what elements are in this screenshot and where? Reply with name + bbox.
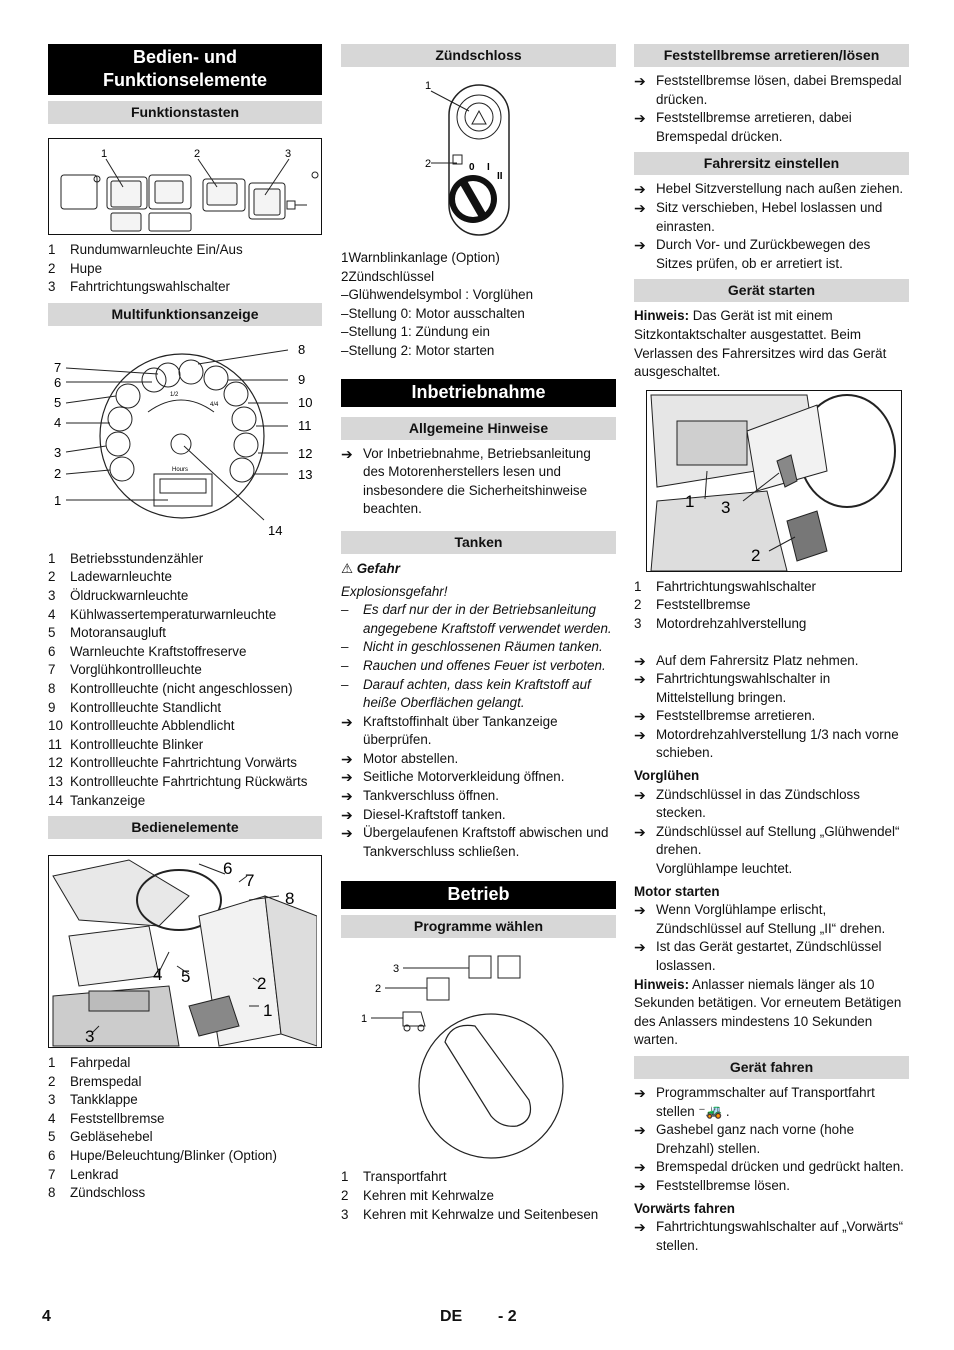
subheading-multifunktionsanzeige: Multifunktionsanzeige bbox=[48, 303, 322, 326]
item-text: Durch Vor- und Zurückbewegen des Sitzes prüfen, ob er arretiert ist. bbox=[656, 237, 871, 271]
item-text: Fahrtrichtungswahlschalter in Mittelstellung bringen. bbox=[656, 671, 831, 705]
list-item bbox=[48, 260, 322, 279]
item-text: Glühwendelsymbol : Vorglühen bbox=[348, 287, 534, 303]
list-item bbox=[48, 643, 322, 662]
dial-half: 1/2 bbox=[170, 391, 179, 398]
list-fahren bbox=[634, 1084, 909, 1196]
callout-13: 13 bbox=[298, 466, 313, 482]
list-item bbox=[341, 638, 616, 657]
list-item bbox=[341, 445, 616, 519]
driver-seat-illustration bbox=[647, 391, 901, 571]
callout-8: 8 bbox=[285, 889, 295, 909]
callout-7: 7 bbox=[245, 871, 255, 891]
dial-hours-label: Hours bbox=[172, 466, 189, 473]
warning-icon: ⚠ bbox=[341, 560, 354, 576]
list-item bbox=[48, 587, 322, 606]
item-text: Warnleuchte Kraftstoffreserve bbox=[70, 643, 247, 659]
item-number: 8 bbox=[48, 1185, 56, 1201]
list-vorgluehen bbox=[634, 786, 909, 860]
list-item bbox=[341, 768, 616, 787]
item-text: Warnblinkanlage (Option) bbox=[348, 250, 500, 265]
operator-area-illustration bbox=[49, 856, 317, 1047]
item-text: Kontrollleuchte Blinker bbox=[70, 736, 204, 752]
item-number: 3 bbox=[48, 279, 56, 295]
callout-6: 6 bbox=[223, 859, 233, 879]
callout-4: 4 bbox=[54, 414, 62, 430]
callout-3: 3 bbox=[85, 1027, 95, 1047]
function-keys-illustration bbox=[49, 139, 321, 234]
arrow-icon: ➔ bbox=[634, 110, 646, 127]
arrow-icon: ➔ bbox=[634, 726, 646, 743]
item-text: Feststellbremse arretieren. bbox=[656, 708, 816, 724]
item-number: 7 bbox=[48, 662, 56, 678]
list-item bbox=[341, 342, 616, 361]
list-fahrersitz bbox=[634, 180, 909, 273]
item-number: 7 bbox=[48, 1166, 56, 1182]
list-item bbox=[48, 1110, 322, 1129]
list-item bbox=[48, 624, 322, 643]
list-item bbox=[634, 199, 909, 236]
callout-3: 3 bbox=[285, 148, 292, 160]
list-item bbox=[48, 1128, 322, 1147]
warning-label: Gefahr bbox=[356, 560, 400, 576]
item-text: Bremspedal drücken und gedrückt halten. bbox=[656, 1159, 904, 1175]
arrow-icon: ➔ bbox=[341, 769, 353, 786]
subheading-programme: Programme wählen bbox=[341, 915, 616, 938]
subheading-zuendschloss: Zündschloss bbox=[341, 44, 616, 67]
ignition-lock-illustration bbox=[341, 71, 616, 239]
key-mark-0: 0 bbox=[469, 162, 475, 173]
footer-subpage: - 2 bbox=[498, 1308, 517, 1325]
item-number: – bbox=[341, 305, 349, 321]
list-item bbox=[48, 568, 322, 587]
note-anlasser bbox=[634, 976, 909, 1050]
figure-bedienelemente bbox=[48, 855, 322, 1048]
item-text: Feststellbremse arretieren, dabei Bremspedal drücken. bbox=[656, 110, 852, 144]
note2-text: Anlasser niemals länger als 10 Sekunden betätigen. Vor erneutem Betätigen des Anlassers mindestens 10 Sekunden warten. bbox=[634, 976, 902, 1048]
list-item bbox=[48, 1147, 322, 1166]
list-item bbox=[634, 1218, 909, 1255]
subheading-allgemeine-hinweise: Allgemeine Hinweise bbox=[341, 417, 616, 440]
list-item bbox=[634, 1084, 909, 1121]
list-item bbox=[48, 1091, 322, 1110]
callout-12: 12 bbox=[298, 445, 313, 461]
callout-8: 8 bbox=[298, 341, 306, 357]
arrow-icon: ➔ bbox=[341, 750, 353, 767]
item-number: 3 bbox=[48, 587, 56, 603]
item-text: Stellung 2: Motor starten bbox=[348, 342, 495, 358]
item-text: Motoransaugluft bbox=[70, 625, 167, 641]
list-zuendschloss bbox=[341, 249, 616, 361]
list-item bbox=[634, 615, 909, 634]
item-text: Fahrpedal bbox=[70, 1055, 131, 1071]
arrow-icon: ➔ bbox=[634, 708, 646, 725]
item-text: Stellung 1: Zündung ein bbox=[348, 324, 490, 340]
list-item bbox=[48, 736, 322, 755]
list-starten-steps bbox=[634, 652, 909, 764]
item-text: Motordrehzahlverstellung bbox=[656, 615, 807, 631]
list-item bbox=[341, 286, 616, 305]
item-number: 2 bbox=[341, 1188, 349, 1204]
list-item bbox=[634, 726, 909, 763]
arrow-icon: ➔ bbox=[634, 237, 646, 254]
callout-10: 10 bbox=[298, 394, 313, 410]
item-text: Rauchen und offenes Feuer ist verboten. bbox=[363, 657, 606, 673]
item-text: Feststellbremse lösen, dabei Bremspedal drücken. bbox=[656, 73, 902, 107]
item-text: Kontrollleuchte (nicht angeschlossen) bbox=[70, 680, 293, 696]
item-text: Diesel-Kraftstoff tanken. bbox=[363, 806, 506, 822]
callout-2: 2 bbox=[54, 465, 62, 481]
item-text: Tankanzeige bbox=[70, 792, 146, 808]
list-item bbox=[48, 699, 322, 718]
warning-block bbox=[341, 560, 616, 579]
list-item bbox=[48, 717, 322, 736]
list-motor bbox=[634, 901, 909, 975]
item-number: 12 bbox=[48, 755, 63, 771]
dash-marker: – bbox=[341, 602, 349, 618]
arrow-icon: ➔ bbox=[634, 1177, 646, 1194]
item-number: 6 bbox=[48, 643, 56, 659]
item-text: Fahrtrichtungswahlschalter auf „Vorwärts“ stellen. bbox=[656, 1219, 904, 1253]
item-text: Nicht in geschlossenen Räumen tanken. bbox=[363, 639, 603, 655]
figure-multifunktionsanzeige bbox=[48, 336, 322, 544]
callout-5: 5 bbox=[181, 967, 191, 987]
list-item bbox=[341, 787, 616, 806]
item-number: 1 bbox=[48, 1055, 56, 1071]
arrow-icon: ➔ bbox=[634, 73, 646, 89]
list-multifunktion bbox=[48, 550, 322, 810]
list-item bbox=[48, 1073, 322, 1092]
item-text: Zündschlüssel in das Zündschloss stecken. bbox=[656, 786, 860, 821]
item-text: Betriebsstundenzähler bbox=[70, 550, 204, 566]
item-number: 2 bbox=[48, 260, 56, 276]
item-text: Kontrollleuchte Abblendlicht bbox=[70, 718, 235, 734]
list-item bbox=[341, 676, 616, 713]
list-funktionstasten bbox=[48, 241, 322, 297]
list-item bbox=[634, 236, 909, 273]
arrow-icon: ➔ bbox=[634, 181, 646, 198]
figure-zuendschloss bbox=[341, 71, 616, 239]
list-item bbox=[48, 792, 322, 811]
callout-4: 4 bbox=[153, 965, 163, 985]
dial-full: 4/4 bbox=[210, 401, 219, 408]
item-text: Motordrehzahlverstellung 1/3 nach vorne schieben. bbox=[656, 726, 899, 761]
figure-fahrerplatz bbox=[646, 390, 902, 572]
list-item bbox=[48, 1166, 322, 1185]
item-text: Wenn Vorglühlampe erlischt, Zündschlüssel auf Stellung „II“ drehen. bbox=[656, 902, 886, 936]
item-text: Motor abstellen. bbox=[363, 750, 459, 766]
list-item bbox=[48, 661, 322, 680]
list-starten-items bbox=[634, 578, 909, 634]
item-text: Übergelaufenen Kraftstoff abwischen und Tankverschluss schließen. bbox=[363, 825, 609, 859]
arrow-icon: ➔ bbox=[634, 1122, 646, 1139]
list-item bbox=[341, 323, 616, 342]
list-item bbox=[634, 652, 909, 671]
callout-1: 1 bbox=[425, 80, 432, 92]
item-number: 10 bbox=[48, 718, 63, 734]
arrow-icon: ➔ bbox=[634, 1159, 646, 1176]
item-number: 8 bbox=[48, 680, 56, 696]
list-item bbox=[341, 657, 616, 676]
callout-1: 1 bbox=[263, 1001, 273, 1021]
list-allgemeine bbox=[341, 445, 616, 519]
callout-9: 9 bbox=[298, 371, 306, 387]
item-text: Stellung 0: Motor ausschalten bbox=[348, 305, 525, 321]
item-text: Kontrollleuchte Standlicht bbox=[70, 699, 222, 715]
list-programme bbox=[341, 1168, 616, 1224]
item-number: 3 bbox=[634, 615, 642, 631]
item-number: 3 bbox=[48, 1092, 56, 1108]
subheading-geraet-starten: Gerät starten bbox=[634, 279, 909, 302]
subheading-bedienelemente: Bedienelemente bbox=[48, 816, 322, 839]
item-text: Tankverschluss öffnen. bbox=[363, 788, 499, 804]
item-text: Hebel Sitzverstellung nach außen ziehen. bbox=[656, 181, 904, 197]
callout-2: 2 bbox=[257, 974, 267, 994]
item-number: 9 bbox=[48, 699, 56, 715]
item-text: Kühlwassertemperaturwarnleuchte bbox=[70, 606, 277, 622]
item-text: Rundumwarnleuchte Ein/Aus bbox=[70, 242, 243, 257]
list-item bbox=[341, 601, 616, 638]
subheading-fahrersitz: Fahrersitz einstellen bbox=[634, 152, 909, 175]
list-vorwaerts bbox=[634, 1218, 909, 1255]
list-item bbox=[48, 773, 322, 792]
callout-1: 1 bbox=[54, 492, 62, 508]
item-text: Fahrtrichtungswahlschalter bbox=[70, 279, 231, 295]
item-text: Zündschloss bbox=[70, 1185, 146, 1201]
arrow-icon: ➔ bbox=[634, 1219, 646, 1236]
item-text: Kehren mit Kehrwalze und Seitenbesen bbox=[363, 1206, 599, 1222]
section-title-inbetriebnahme: Inbetriebnahme bbox=[341, 379, 616, 407]
list-tanken-warnings bbox=[341, 601, 616, 713]
item-text: Vorglühkontrollleuchte bbox=[70, 662, 202, 678]
list-item bbox=[634, 823, 909, 860]
item-number: 1 bbox=[48, 242, 56, 257]
warning-lead: Explosionsgefahr! bbox=[341, 583, 448, 599]
item-number: 11 bbox=[48, 736, 62, 752]
list-item bbox=[341, 1187, 616, 1206]
item-text: Gebläsehebel bbox=[70, 1129, 153, 1145]
item-text: Zündschlüssel auf Stellung „Glühwendel“ drehen. bbox=[656, 823, 900, 858]
column-2 bbox=[341, 44, 616, 1224]
footer-language: DE bbox=[440, 1308, 463, 1325]
callout-2: 2 bbox=[751, 545, 761, 565]
item-number: 1 bbox=[634, 578, 642, 594]
item-number: 6 bbox=[48, 1148, 56, 1164]
key-mark-2: II bbox=[497, 171, 503, 182]
item-number: 14 bbox=[48, 792, 63, 808]
item-text: Zündschlüssel bbox=[348, 268, 435, 284]
arrow-icon: ➔ bbox=[634, 823, 646, 840]
item-text: Lenkrad bbox=[70, 1166, 119, 1182]
item-text: Vor Inbetriebnahme, Betriebsanleitung des Motorenherstellers lesen und insbesondere die Sicherheitshinweise beachten. bbox=[363, 445, 591, 517]
note-label: Hinweis: bbox=[634, 308, 690, 324]
subheading-tanken: Tanken bbox=[341, 531, 616, 554]
callout-2: 2 bbox=[375, 983, 382, 996]
arrow-icon: ➔ bbox=[341, 806, 353, 823]
callout-3: 3 bbox=[721, 497, 731, 517]
item-number: 4 bbox=[48, 606, 56, 622]
dash-marker: – bbox=[341, 676, 349, 692]
subheading-feststellbremse: Feststellbremse arretieren/lösen bbox=[634, 44, 909, 67]
program-selector-illustration bbox=[341, 946, 616, 1166]
list-item bbox=[634, 901, 909, 938]
item-text: Kraftstoffinhalt über Tankanzeige überprüfen. bbox=[363, 713, 558, 748]
item-text: Ist das Gerät gestartet, Zündschlüssel loslassen. bbox=[656, 939, 882, 973]
subsection-vorwaerts: Vorwärts fahren bbox=[634, 1200, 735, 1216]
arrow-icon: ➔ bbox=[341, 445, 353, 462]
item-text: Gashebel ganz nach vorne (hohe Drehzahl) stellen. bbox=[656, 1122, 855, 1156]
list-feststell bbox=[634, 72, 909, 146]
list-item bbox=[634, 938, 909, 975]
item-text: Fahrtrichtungswahlschalter bbox=[656, 578, 817, 594]
item-text: Seitliche Motorverkleidung öffnen. bbox=[363, 769, 565, 785]
arrow-icon: ➔ bbox=[634, 786, 646, 803]
list-item bbox=[634, 596, 909, 615]
subsection-motor-starten: Motor starten bbox=[634, 883, 720, 899]
item-number: 2 bbox=[634, 597, 642, 613]
item-number: 2 bbox=[48, 1073, 56, 1089]
item-text: Hupe bbox=[70, 260, 103, 276]
item-text: Kontrollleuchte Fahrtrichtung Rückwärts bbox=[70, 773, 308, 789]
page-number: 4 bbox=[42, 1308, 51, 1325]
list-item bbox=[634, 72, 909, 109]
item-number: 5 bbox=[48, 625, 56, 641]
note-sitzkontakt bbox=[634, 307, 909, 381]
section-title-bedienelemente: Bedien- und Funktionselemente bbox=[48, 44, 322, 95]
item-number: 2 bbox=[48, 569, 56, 585]
item-text: Feststellbremse bbox=[656, 597, 751, 613]
item-text: Es darf nur der in der Betriebsanleitung angegebene Kraftstoff verwendet werden. bbox=[363, 602, 612, 636]
figure-funktionstasten bbox=[48, 138, 322, 235]
item-text: Bremspedal bbox=[70, 1073, 142, 1089]
arrow-icon: ➔ bbox=[634, 199, 646, 216]
arrow-icon: ➔ bbox=[341, 825, 353, 842]
list-item bbox=[634, 180, 909, 199]
item-text: Ladewarnleuchte bbox=[70, 569, 172, 585]
callout-7: 7 bbox=[54, 359, 62, 375]
subsection-vorgluehen: Vorglühen bbox=[634, 768, 700, 784]
list-item bbox=[634, 109, 909, 146]
column-3 bbox=[634, 44, 909, 1255]
column-1 bbox=[48, 44, 322, 1203]
list-item bbox=[634, 578, 909, 597]
note-text: Das Gerät ist mit einem Sitzkontaktschalter ausgestattet. Beim Verlassen des Fahrersitzes wird das Gerät ausgeschaltet. bbox=[634, 308, 887, 380]
arrow-icon: ➔ bbox=[634, 671, 646, 688]
item-number: – bbox=[341, 342, 349, 358]
callout-11: 11 bbox=[298, 417, 312, 433]
instrument-cluster-illustration bbox=[48, 336, 322, 544]
arrow-icon: ➔ bbox=[341, 788, 353, 805]
list-item bbox=[341, 249, 616, 268]
key-mark-1: I bbox=[487, 162, 490, 173]
list-item bbox=[341, 750, 616, 769]
item-text: Öldruckwarnleuchte bbox=[70, 587, 189, 603]
item-text: Sitz verschieben, Hebel loslassen und einrasten. bbox=[656, 199, 883, 234]
subheading-geraet-fahren: Gerät fahren bbox=[634, 1056, 909, 1079]
item-number: – bbox=[341, 324, 349, 340]
item-text: Programmschalter auf Transportfahrt stellen ⁻🚜 . bbox=[656, 1084, 875, 1119]
callout-1: 1 bbox=[685, 491, 695, 511]
arrow-icon: ➔ bbox=[634, 939, 646, 956]
list-item bbox=[48, 241, 322, 260]
dash-marker: – bbox=[341, 639, 349, 655]
list-item bbox=[48, 754, 322, 773]
callout-14: 14 bbox=[268, 522, 283, 538]
item-text: Kehren mit Kehrwalze bbox=[363, 1188, 494, 1204]
callout-5: 5 bbox=[54, 394, 62, 410]
arrow-icon: ➔ bbox=[634, 652, 646, 669]
item-number: 13 bbox=[48, 773, 63, 789]
list-item bbox=[341, 1206, 616, 1225]
section-title-betrieb: Betrieb bbox=[341, 881, 616, 909]
list-item bbox=[341, 268, 616, 287]
item-text: Hupe/Beleuchtung/Blinker (Option) bbox=[70, 1148, 277, 1164]
item-text: Feststellbremse bbox=[70, 1110, 165, 1126]
list-item bbox=[341, 713, 616, 750]
item-number: 1 bbox=[341, 1169, 349, 1185]
list-tanken-steps bbox=[341, 713, 616, 862]
note2-label: Hinweis: bbox=[634, 976, 690, 992]
list-item bbox=[634, 707, 909, 726]
arrow-icon: ➔ bbox=[634, 1084, 646, 1101]
callout-2: 2 bbox=[194, 148, 201, 160]
list-item bbox=[634, 1177, 909, 1196]
list-item bbox=[341, 806, 616, 825]
arrow-icon: ➔ bbox=[634, 902, 646, 919]
list-item bbox=[341, 305, 616, 324]
list-item bbox=[634, 670, 909, 707]
list-item bbox=[634, 786, 909, 823]
item-text: Transportfahrt bbox=[363, 1169, 447, 1185]
callout-3: 3 bbox=[54, 444, 62, 460]
callout-1: 1 bbox=[361, 1013, 368, 1026]
item-number: 3 bbox=[341, 1206, 349, 1222]
list-item bbox=[634, 1121, 909, 1158]
list-item bbox=[48, 606, 322, 625]
item-number: 5 bbox=[48, 1129, 56, 1145]
item-text: Darauf achten, dass kein Kraftstoff auf heiße Oberflächen gelangt. bbox=[363, 676, 591, 711]
list-item bbox=[48, 1184, 322, 1203]
item-number: 1 bbox=[48, 550, 56, 566]
item-number: 2 bbox=[341, 268, 349, 284]
item-number: 4 bbox=[48, 1110, 56, 1126]
item-text: Auf dem Fahrersitz Platz nehmen. bbox=[656, 652, 859, 668]
figure-programmschalter bbox=[341, 946, 616, 1166]
list-item bbox=[48, 550, 322, 569]
subheading-funktionstasten: Funktionstasten bbox=[48, 101, 322, 124]
arrow-icon: ➔ bbox=[341, 713, 353, 730]
list-item bbox=[341, 1168, 616, 1187]
item-text: Kontrollleuchte Fahrtrichtung Vorwärts bbox=[70, 755, 298, 771]
item-text: Tankklappe bbox=[70, 1092, 138, 1108]
item-number: 1 bbox=[341, 250, 349, 265]
list-item bbox=[48, 680, 322, 699]
callout-1: 1 bbox=[101, 148, 108, 160]
item-number: – bbox=[341, 287, 349, 303]
dash-marker: – bbox=[341, 657, 349, 673]
list-item bbox=[634, 1158, 909, 1177]
callout-3: 3 bbox=[393, 963, 400, 976]
list-item bbox=[341, 824, 616, 861]
list-bedienelemente bbox=[48, 1054, 322, 1203]
list-item bbox=[48, 278, 322, 297]
callout-6: 6 bbox=[54, 374, 62, 390]
callout-2: 2 bbox=[425, 158, 432, 170]
list-item bbox=[48, 1054, 322, 1073]
vorgluehen-result: Vorglühlampe leuchtet. bbox=[656, 861, 793, 877]
item-text: Feststellbremse lösen. bbox=[656, 1177, 790, 1193]
